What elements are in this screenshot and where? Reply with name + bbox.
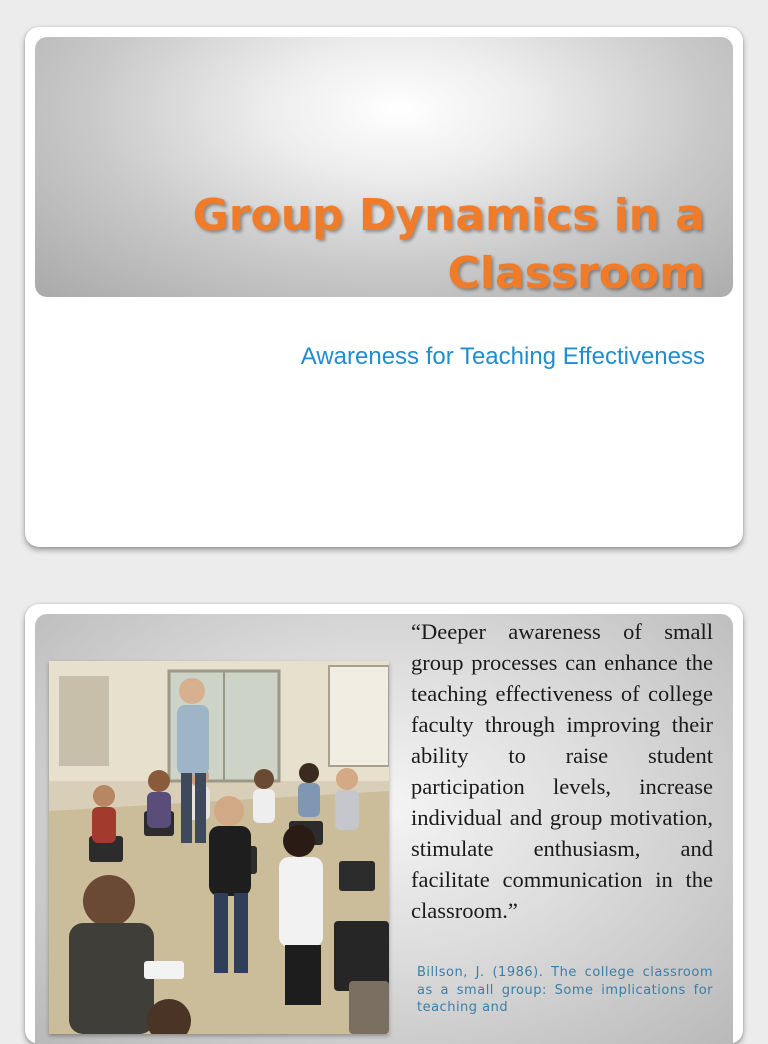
slide-title	[25, 27, 743, 547]
classroom-photo	[49, 661, 389, 1034]
slide-quote	[25, 604, 743, 1044]
slide-title-text: Group Dynamics in a Classroom	[192, 190, 705, 299]
citation-text: Billson, J. (1986). The college classroom as a small group: Some implications for teaching and	[417, 965, 713, 1015]
quote-text: “Deeper awareness of small group processes can enhance the teaching effectiveness of college faculty through improving their ability to raise student participation levels, increase individual and group motivation, stimulate enthusiasm, and facilitate communication in the classroom.”	[411, 619, 713, 923]
slide-subtitle: Awareness for Teaching Effectiveness	[300, 343, 705, 370]
